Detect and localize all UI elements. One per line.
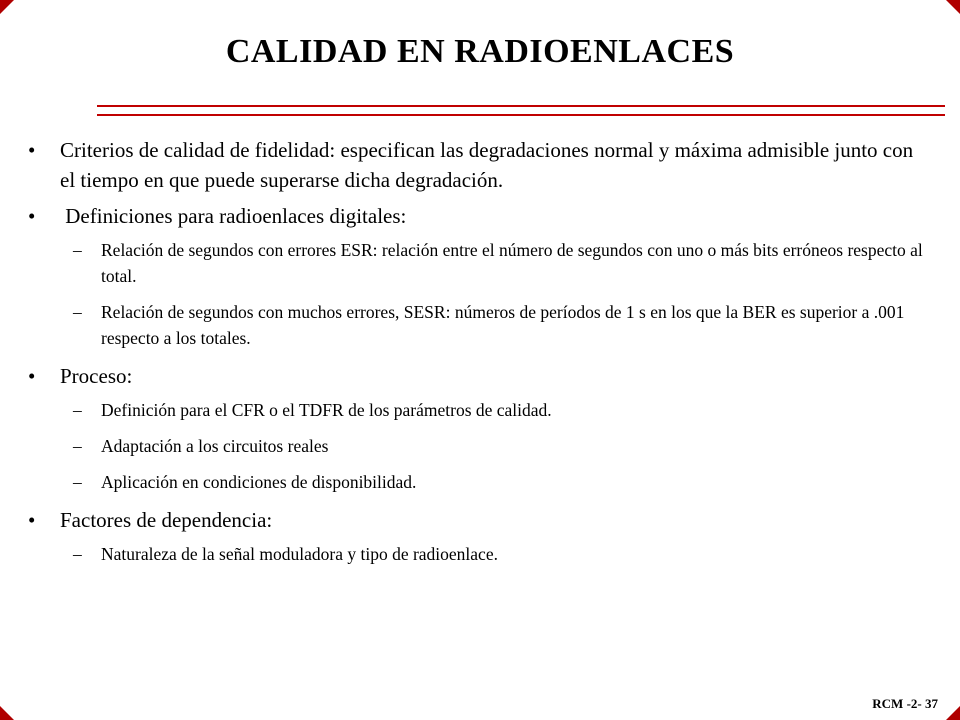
sub-bullet-text: Aplicación en condiciones de disponibilidad. — [101, 472, 417, 492]
sub-bullet-text: Naturaleza de la señal moduladora y tipo de radioenlace. — [101, 544, 498, 564]
bullet-item — [28, 135, 930, 195]
sub-bullet-text: Adaptación a los circuitos reales — [101, 436, 329, 456]
corner-decoration-top-right — [946, 0, 960, 14]
dash-marker: – — [73, 472, 82, 492]
bullet-marker: • — [28, 508, 36, 532]
dash-marker: – — [73, 544, 82, 564]
sub-bullet-item — [73, 469, 931, 495]
bullet-marker: • — [28, 204, 36, 228]
sub-bullet-text: Relación de segundos con errores ESR: relación entre el número de segundos con uno o más bits erróneos respecto al total. — [101, 240, 923, 286]
bullet-item — [28, 361, 930, 391]
dash-marker: – — [73, 302, 82, 322]
bullet-item — [28, 201, 930, 231]
dash-marker: – — [73, 400, 82, 420]
corner-decoration-bottom-right — [946, 706, 960, 720]
bullet-text: Criterios de calidad de fidelidad: especifican las degradaciones normal y máxima admisible junto con el tiempo en que puede superarse dicha degradación. — [60, 138, 914, 192]
dash-marker: – — [73, 436, 82, 456]
bullet-text: Definiciones para radioenlaces digitales: — [60, 204, 407, 228]
sub-bullet-text: Definición para el CFR o el TDFR de los parámetros de calidad. — [101, 400, 552, 420]
sub-bullet-item — [73, 397, 931, 423]
bullet-list — [0, 135, 960, 577]
slide-footer: RCM -2- 37 — [872, 696, 938, 711]
sub-bullet-item — [73, 541, 931, 567]
slide-title: CALIDAD EN RADIOENLACES — [225, 33, 735, 70]
sub-bullet-item — [73, 299, 931, 351]
bullet-marker: • — [28, 138, 36, 162]
sub-bullet-text: Relación de segundos con muchos errores, SESR: números de períodos de 1 s en los que la BER es superior a .001 respecto a los totales. — [101, 302, 905, 348]
sub-bullet-item — [73, 237, 931, 289]
corner-decoration-bottom-left — [0, 706, 14, 720]
bullet-text: Factores de dependencia: — [60, 508, 273, 532]
corner-decoration-top-left — [0, 0, 14, 14]
title-underline-top — [97, 105, 945, 107]
bullet-text: Proceso: — [60, 364, 133, 388]
bullet-item — [28, 505, 930, 535]
title-underline-bottom — [97, 114, 945, 116]
bullet-marker: • — [28, 364, 36, 388]
sub-bullet-item — [73, 433, 931, 459]
dash-marker: – — [73, 240, 82, 260]
